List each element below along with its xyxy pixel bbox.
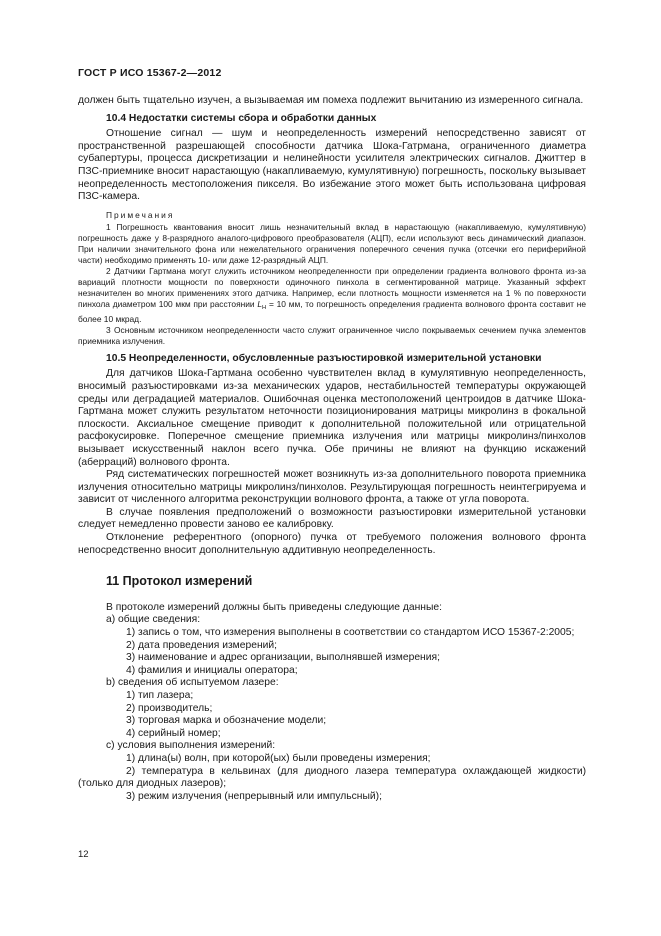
- section-11-heading: 11 Протокол измерений: [106, 574, 253, 589]
- list-item-a1: 1) запись о том, что измерения выполнены в соответствии со стандартом ИСО 15367-2:2005;: [126, 627, 575, 639]
- list-item-c1: 1) длина(ы) волн, при которой(ых) были проведены измерения;: [126, 752, 431, 764]
- protocol-intro: В протоколе измерений должны быть приведены следующие данные:: [106, 601, 442, 613]
- section-10-4-paragraph: Отношение сигнал — шум и неопределенность измерений непосредственно зависят от пространственной разрешающей способности датчика Шока-Гатрмана, ограниченного диаметра субапертуры, процесса дискретизации и нелинейности усилителя электрических сигналов. Джиттер в ПЗС-приемнике вносит нарастающую (накапливаемую, кумулятивную) погрешность, поскольку вызывает неопределенность местоположения пикселя. Во избежание этого может быть использована цифровая ПЗС-камера.: [78, 128, 586, 203]
- list-item-c: с) условия выполнения измерений:: [106, 740, 276, 752]
- notes-title: Примечания: [106, 209, 175, 220]
- note-3: 3 Основным источником неопределенности часто служит ограниченное число покрываемых сечением пучка элементов приемника излучения.: [78, 324, 586, 346]
- section-10-5-heading: 10.5 Неопределенности, обусловленные разъюстировкой измерительной установки: [106, 352, 542, 364]
- section-10-4-heading: 10.4 Недостатки системы сбора и обработки данных: [106, 112, 377, 124]
- list-item-b1: 1) тип лазера;: [126, 690, 194, 701]
- list-item-b2: 2) производитель;: [126, 702, 213, 714]
- note-2-text-end: = 10 мм, то погрешность определения градиента волнового фронта составит не более 10 мкрад.: [78, 298, 586, 324]
- list-item-a2: 2) дата проведения измерений;: [126, 639, 277, 651]
- notes-block: [78, 210, 586, 347]
- section-10-5-paragraph-1: Для датчиков Шока-Гартмана особенно чувствителен вклад в кумулятивную неопределенность, вносимый разъюстировками из-за механических ударов, нестабильностей температуры окружающей среды или деградацией материалов. Ошибочная оценка местоположений центроидов в датчике Шока-Гартмана может служить результатом неточности позиционирования матрицы микролинз в фокальной плоскости. Аксиальное смещение приводит к дополнительной положительной или отрицательной расфокусировке. Поперечное смещение приемника излучения или матрицы микролинз/пинхолов вызывает искусственный наклон всего пучка. Обе причины не влияют на функцию искажений (аберраций) волнового фронта.: [78, 368, 586, 468]
- note-2-variable: L: [257, 298, 263, 309]
- list-item-c3: 3) режим излучения (непрерывный или импульсный);: [126, 790, 382, 802]
- list-item-b4: 4) серийный номер;: [126, 727, 221, 739]
- document-header: ГОСТ Р ИСО 15367-2—2012: [78, 67, 222, 79]
- section-10-5-paragraph-3: В случае появления предположений о возможности разъюстировки измерительной установки следует немедленно провести заново ее калибровку.: [78, 506, 586, 531]
- note-2-subscript: H: [262, 304, 267, 311]
- note-1: 1 Погрешность квантования вносит лишь незначительный вклад в нарастающую (накапливаемую, кумулятивную) погрешность даже у 8-разрядного аналого-цифрового преобразователя (АЦП), если используют весь динамический диапазон. При наличии значительного фона или нежелательного ограничения поперечного сечения пучка (отсечки его периферийной части) необходимо применять 10- или даже 12-разрядный АЦП.: [78, 221, 586, 265]
- note-2: [78, 266, 586, 325]
- list-item-c2: 2) температура в кельвинах (для диодного лазера температура охлаждающей жидкости) (только для диодных лазеров);: [78, 765, 586, 790]
- list-item-a3: 3) наименование и адрес организации, выполнявшей измерения;: [126, 652, 440, 664]
- list-item-b3: 3) торговая марка и обозначение модели;: [126, 715, 327, 727]
- section-10-5-paragraph-4: Отклонение референтного (опорного) пучка от требуемого положения волнового фронта непосредственно вносит дополнительную аддитивную неопределенность.: [78, 532, 586, 556]
- list-item-a4: 4) фамилия и инициалы оператора;: [126, 664, 298, 676]
- section-10-5-paragraph-2: Ряд систематических погрешностей может возникнуть из-за дополнительного поворота приемника излучения относительно матрицы микролинз/пинхолов. Результирующая погрешность неинтегрируема и зависит от численного алгоритма реконструкции волнового фронта, а также от угла поворота.: [78, 469, 586, 506]
- page-content: [78, 95, 586, 803]
- list-item-b: b) сведения об испытуемом лазере:: [106, 677, 279, 689]
- note-2-text-start: 2 Датчики Гартмана могут служить источником неопределенности при определении градиента волнового фронта из-за вариаций плотности мощности по поверхности одиночного пинхола в сегментированной матрице. Указанный эффект незначителен во многих применениях этого датчика. Например, если плотность мощности изменяется на 1 % по поверхности пинхола диаметром 100 мкм при расстоянии: [78, 265, 586, 309]
- list-item-a: а) общие сведения:: [106, 614, 201, 626]
- page-number: 12: [78, 849, 89, 860]
- continued-paragraph: должен быть тщательно изучен, а вызываемая им помеха подлежит вычитанию из измеренного сигнала.: [78, 95, 584, 106]
